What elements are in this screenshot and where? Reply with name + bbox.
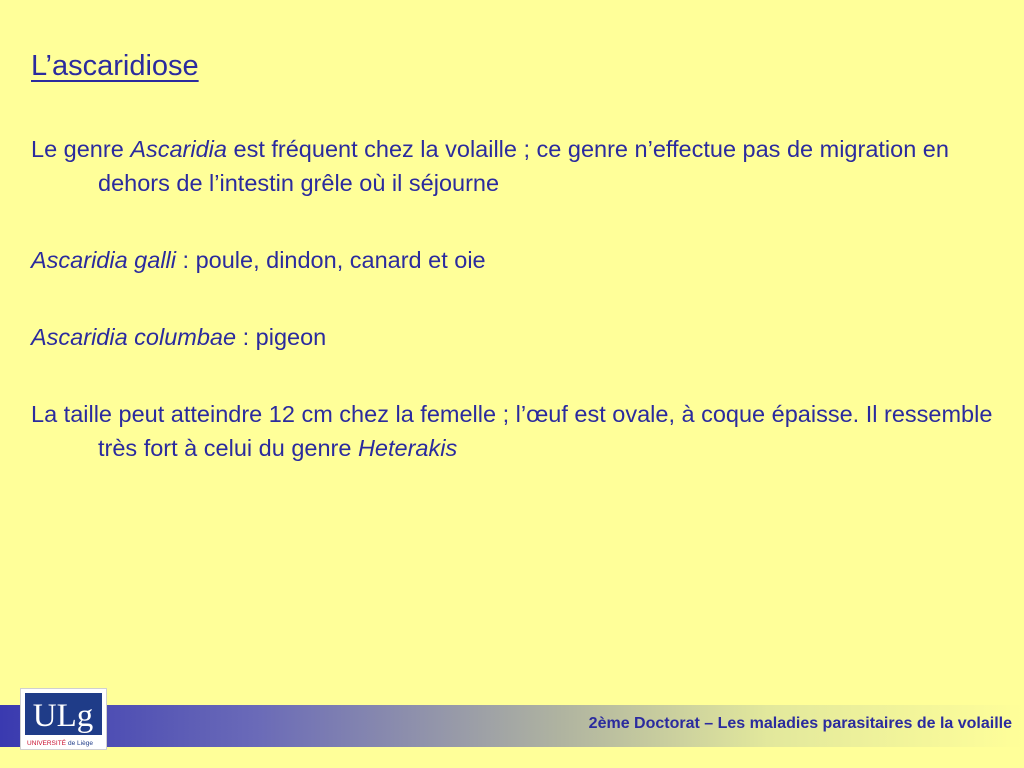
italic-genus: Heterakis (357, 435, 458, 461)
university-logo (20, 688, 107, 750)
paragraph-text: Le genre (31, 136, 131, 162)
paragraph (31, 132, 1006, 200)
italic-species: Ascaridia columbae (31, 324, 237, 350)
paragraph (31, 397, 1006, 465)
paragraph-text: est fréquent chez la volaille ; ce genre n’effectue pas de migration en dehors de l’intestin grêle où il séjourne (98, 136, 949, 196)
logo-mark: ULg (32, 698, 94, 734)
paragraph (31, 243, 1006, 277)
slide-body (31, 132, 1006, 508)
logo-university-label: UNIVERSITÉ (27, 740, 67, 747)
logo-city-label: de Liège (68, 740, 93, 747)
italic-species: Ascaridia galli (31, 247, 176, 273)
italic-genus: Ascaridia (130, 136, 227, 162)
paragraph-text: : pigeon (236, 324, 327, 350)
footer-course-title: 2ème Doctorat – Les maladies parasitaires de la volaille (588, 715, 1012, 732)
paragraph-text: La taille peut atteindre 12 cm chez la femelle ; l’œuf est ovale, à coque épaisse. Il ressemble très fort à celui du genre (31, 401, 993, 461)
paragraph (31, 320, 1006, 354)
slide-title: L’ascaridiose (31, 50, 199, 82)
ulg-logo-icon (21, 689, 106, 749)
paragraph-text: : poule, dindon, canard et oie (175, 247, 486, 273)
